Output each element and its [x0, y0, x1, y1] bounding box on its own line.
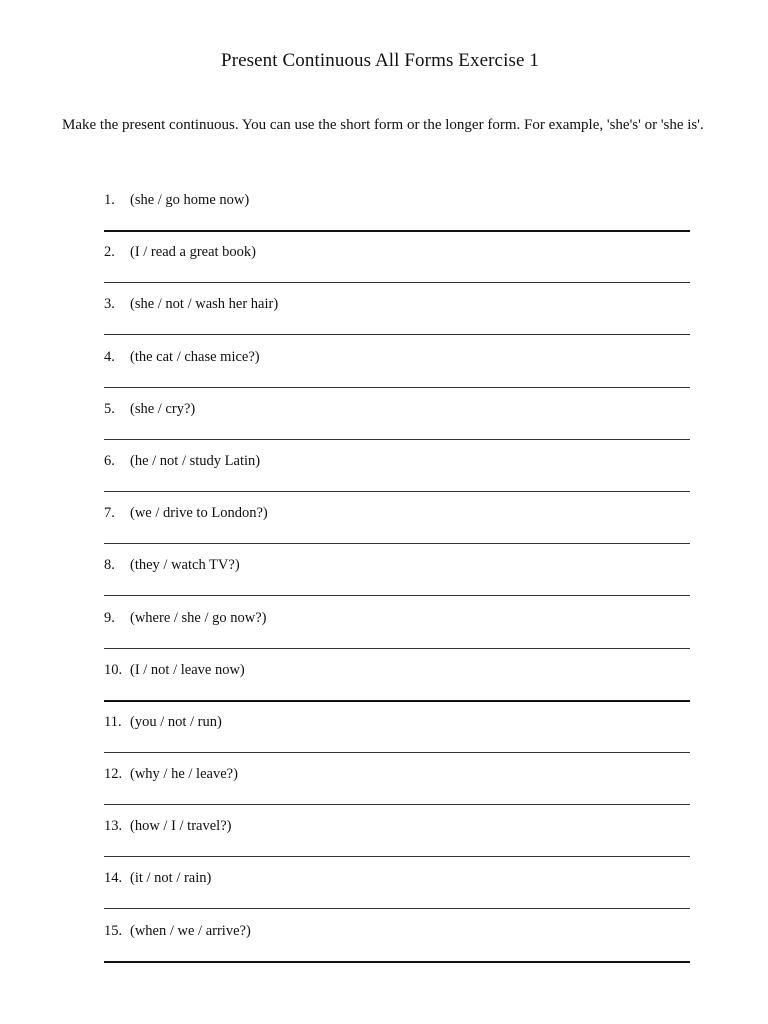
item-number: 10.: [104, 661, 123, 678]
answer-line[interactable]: [104, 387, 690, 388]
item-number: 14.: [104, 870, 123, 887]
exercise-item-3: [0, 294, 768, 346]
answer-line[interactable]: [104, 595, 690, 596]
answer-line[interactable]: [104, 334, 690, 335]
item-number: 6.: [104, 452, 115, 469]
item-prompt: (I / not / leave now): [130, 661, 245, 678]
item-prompt: (it / not / rain): [130, 870, 212, 887]
item-number: 11.: [104, 713, 122, 730]
item-number: 12.: [104, 766, 123, 783]
answer-line[interactable]: [104, 439, 690, 440]
item-number: 13.: [104, 818, 123, 835]
item-prompt: (how / I / travel?): [130, 818, 232, 835]
item-number: 8.: [104, 557, 115, 574]
item-number: 15.: [104, 922, 123, 939]
answer-line[interactable]: [104, 752, 690, 753]
exercise-item-14: [0, 868, 768, 920]
instructions-text: Make the present continuous. You can use the short form or the longer form. For example, 'she's' or 'she is'.: [62, 117, 704, 133]
exercise-item-8: [0, 555, 768, 607]
exercise-item-15: [0, 921, 768, 973]
item-number: 4.: [104, 348, 115, 365]
exercise-item-11: [0, 712, 768, 764]
answer-line[interactable]: [104, 700, 690, 702]
exercise-item-6: [0, 451, 768, 503]
page-title: Present Continuous All Forms Exercise 1: [221, 50, 539, 71]
exercise-item-12: [0, 764, 768, 816]
exercise-list: [0, 190, 768, 973]
item-prompt: (where / she / go now?): [130, 609, 267, 626]
item-number: 2.: [104, 244, 115, 261]
item-prompt: (they / watch TV?): [130, 557, 240, 574]
exercise-item-13: [0, 816, 768, 868]
answer-line[interactable]: [104, 961, 690, 963]
item-number: 5.: [104, 400, 115, 417]
answer-line[interactable]: [104, 648, 690, 649]
item-prompt: (we / drive to London?): [130, 505, 268, 522]
item-prompt: (the cat / chase mice?): [130, 348, 260, 365]
item-prompt: (she / cry?): [130, 400, 196, 417]
item-prompt: (she / go home now): [130, 192, 250, 208]
answer-line[interactable]: [104, 282, 690, 283]
exercise-item-7: [0, 503, 768, 555]
item-number: 3.: [104, 296, 115, 313]
item-number: 7.: [104, 505, 115, 522]
item-prompt: (when / we / arrive?): [130, 922, 251, 939]
item-prompt: (she / not / wash her hair): [130, 296, 279, 313]
answer-line[interactable]: [104, 804, 690, 805]
item-number: 9.: [104, 609, 115, 626]
exercise-item-10: [0, 660, 768, 712]
item-prompt: (he / not / study Latin): [130, 452, 261, 469]
exercise-item-1: [0, 190, 768, 242]
answer-line[interactable]: [104, 856, 690, 857]
item-prompt: (why / he / leave?): [130, 766, 238, 783]
exercise-item-2: [0, 242, 768, 294]
exercise-item-9: [0, 608, 768, 660]
exercise-item-4: [0, 347, 768, 399]
answer-line[interactable]: [104, 543, 690, 544]
item-prompt: (you / not / run): [130, 713, 222, 730]
answer-line[interactable]: [104, 908, 690, 909]
answer-line[interactable]: [104, 230, 690, 232]
exercise-item-5: [0, 399, 768, 451]
item-number: 1.: [104, 192, 115, 208]
answer-line[interactable]: [104, 491, 690, 492]
item-prompt: (I / read a great book): [130, 244, 257, 261]
